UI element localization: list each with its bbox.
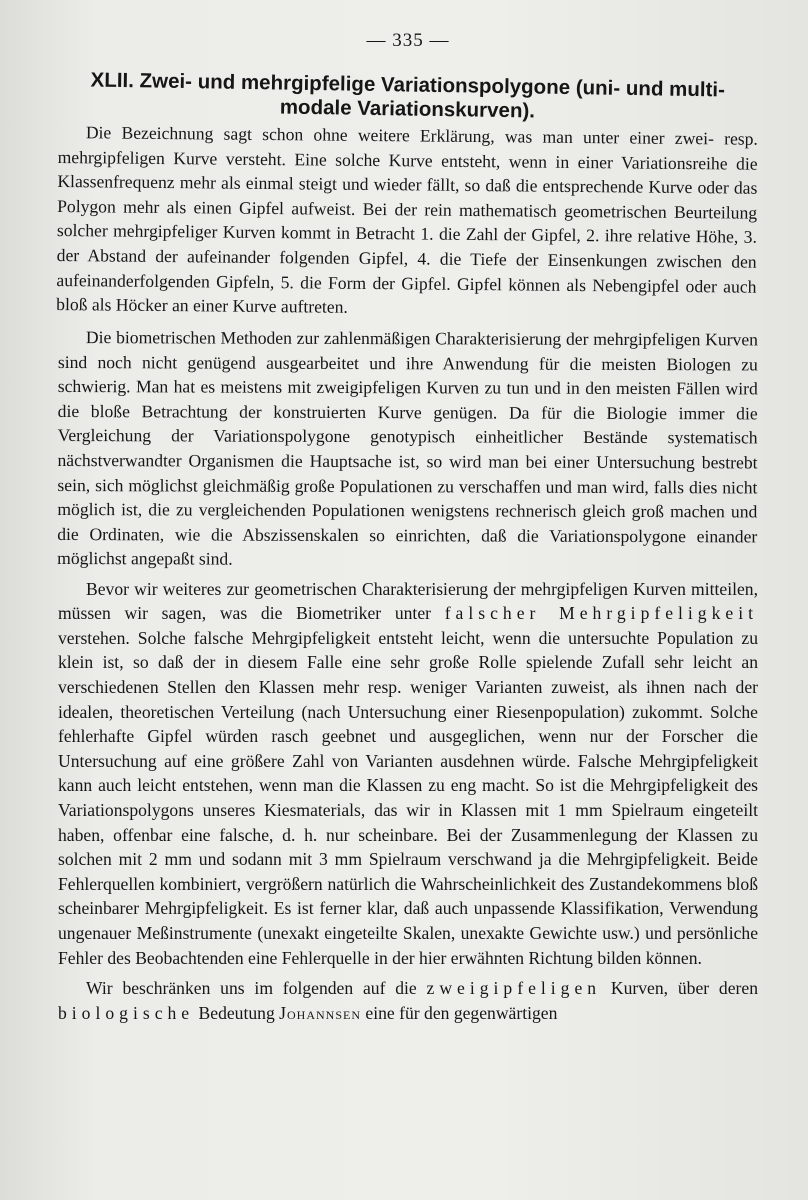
paragraph-4-text-middle-1: Kurven, über deren: [601, 978, 758, 999]
author-johannsen: Johannsen: [279, 1002, 362, 1023]
body-text: [58, 120, 758, 1025]
paragraph-4-text-middle-2: Bedeutung: [194, 1002, 280, 1023]
paragraph-3: [58, 577, 758, 971]
paragraph-3-text-start: Bevor wir weiteres zur geometrischen Charakterisierung der mehrgipfeligen Kurven mitteilen, müssen wir sagen, was die Biometriker unter: [58, 578, 758, 624]
paragraph-1: Die Bezeichnung sagt schon ohne weitere Erklärung, was man unter einer zwei- resp. mehrgipfeligen Kurve versteht. Eine solche Kurve entsteht, wenn in einer Variationsreihe die Klassenfrequenz mehr als einmal steigt und wieder fällt, so daß die entsprechende Kurve oder das Polygon mehr als einen Gipfel aufweist. Bei der rein mathematisch geometrischen Beurteilung solcher mehrgipfeliger Kurven kommt in Betracht 1. die Zahl der Gipfel, 2. ihre relative Höhe, 3. der Abstand der aufeinander folgenden Gipfel, 4. die Tiefe der Einsenkungen zwischen den aufeinanderfolgenden Gipfeln, 5. die Form der Gipfel. Gipfel können als Nebengipfel oder auch bloß als Höcker an einer Kurve auftreten.: [56, 122, 758, 317]
paragraph-2: Die biometrischen Methoden zur zahlenmäßigen Charakterisierung der mehrgipfeligen Kurven sind noch nicht genügend ausgearbeitet und ihre Anwendung für die meisten Biologen zu schwierig. Man hat es meistens mit zweigipfeligen Kurven zu tun und in den meisten Fällen wird die bloße Betrachtung der konstruierten Kurve genügen. Da für die Biologie immer die Vergleichung der Variationspolygone genotypisch einheitlicher Bestände systematisch nächstverwandter Organismen die Hauptsache ist, so wird man bei einer Untersuchung bestrebt sein, sich möglichst gleichmäßig große Populationen zu verschaffen und man wird, falls dies nicht möglich ist, die zu vergleichenden Populationen wenigstens rechnerisch gleich groß machen und die Ordinaten, wie die Abszissenskalen so einrichten, daß die Variationspolygone einander möglichst angepaßt sind.: [57, 326, 758, 569]
page-number: — 335 —: [366, 30, 450, 51]
emphasis-falsche-mehrgipfeligkeit: falscher Mehrgipfeligkeit: [444, 603, 758, 624]
paragraph-4-text-end: eine für den gegenwärtigen: [361, 1002, 558, 1023]
paragraph-3-text-rest: verstehen. Solche falsche Mehrgipfeligkeit entsteht leicht, wenn die untersuchte Population zu klein ist, so daß der in diesem Falle eine sehr große Rolle spielende Zufall sehr leicht an verschiedenen Stellen den Klassen mehr resp. weniger Varianten zuweist, als ihnen nach der idealen, theoretischen Verteilung (nach Untersuchung einer Riesenpopulation) zukommt. Solche fehlerhafte Gipfel würden rasch geebnet und ausgeglichen, wenn nur der Forscher die Untersuchung auf eine größere Zahl von Varianten ausdehnen würde. Falsche Mehrgipfeligkeit kann auch leicht entstehen, wenn man die Klassen zu eng macht. So ist die Mehrgipfeligkeit des Variationspolygons unseres Kiesmaterials, das wir in Klassen mit 1 mm Spielraum eingeteilt haben, offenbar eine falsche, d. h. nur scheinbare. Bei der Zusammenlegung der Klassen zu solchen mit 2 mm und sodann mit 3 mm Spielraum verschwand ja die Mehrgipfeligkeit. Beide Fehlerquellen kombiniert, vergrößern natürlich die Wahrscheinlichkeit des Zustandekommens bloß scheinbarer Mehrgipfeligkeit. Es ist ferner klar, daß auch unpassende Klassifikation, Verwendung ungenauer Meßinstrumente (unexakt eingeteilte Skalen, unexakte Gewichte usw.) und persönliche Fehler des Beobachtenden eine Fehlerquelle in der hier erwähnten Richtung bilden können.: [58, 627, 758, 968]
section-heading-line-2: modale Variationskurven).: [279, 95, 536, 123]
emphasis-zweigipfeligen: zweigipfeligen: [426, 978, 602, 999]
paragraph-4: [58, 976, 758, 1025]
emphasis-biologische: biologische: [58, 1002, 195, 1023]
section-heading-line-1: XLII. Zwei- und mehrgipfelige Variationspolygone (uni- und multi-: [90, 68, 726, 102]
section-heading: [57, 68, 758, 127]
paragraph-4-text-start: Wir beschränken uns im folgenden auf die: [86, 978, 427, 999]
